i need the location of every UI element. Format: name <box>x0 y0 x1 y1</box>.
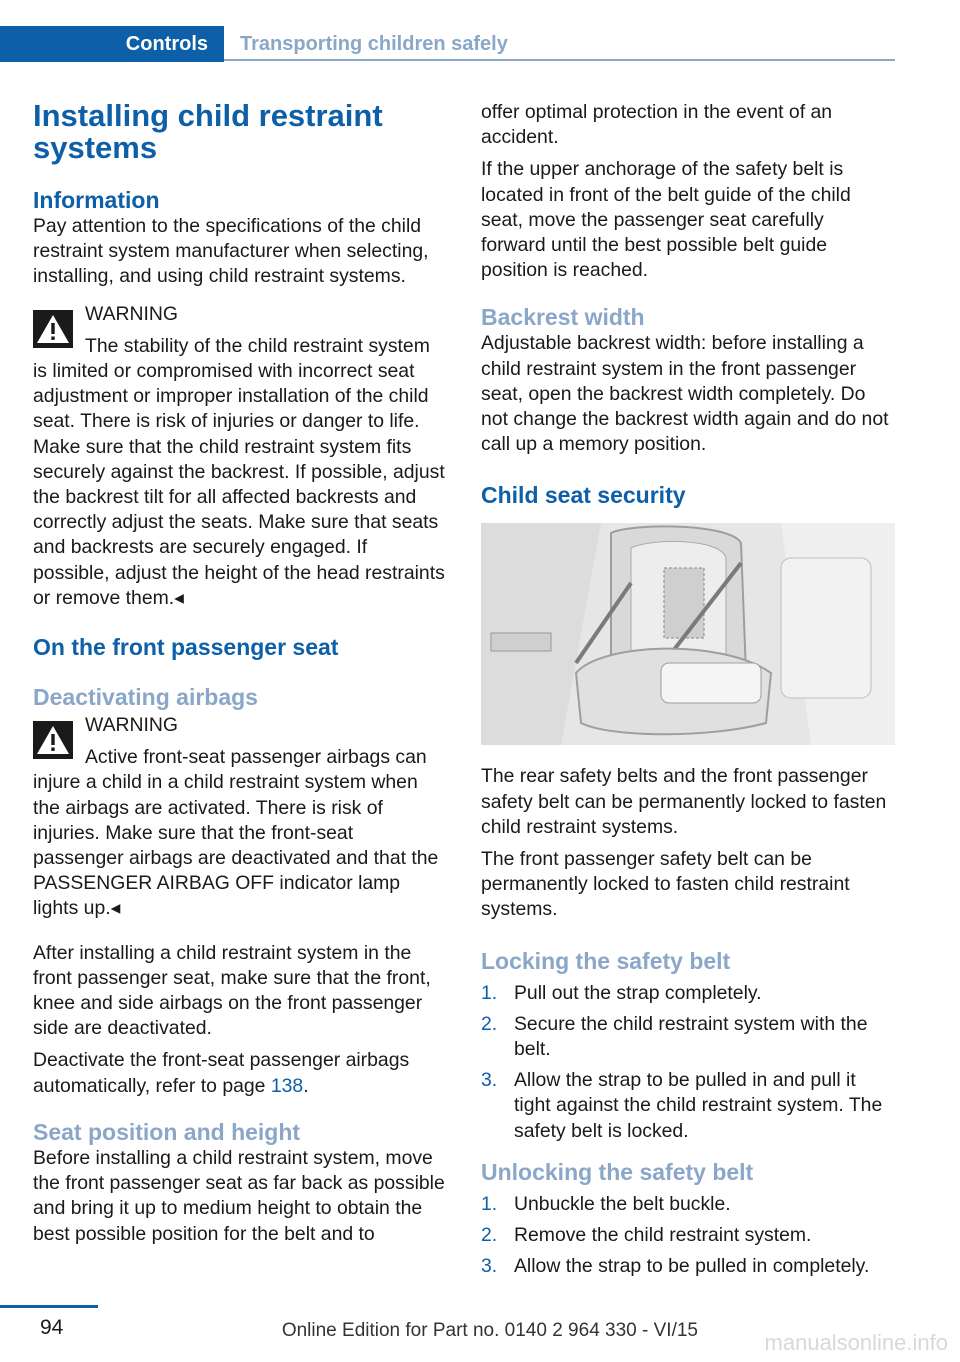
step-number: 2. <box>481 1012 498 1035</box>
page-number: 94 <box>40 1316 64 1339</box>
page-reference-link[interactable]: 138 <box>270 1074 304 1097</box>
list-item <box>481 1192 893 1217</box>
seat-position-heading: Seat position and height <box>33 1118 301 1145</box>
unlocking-heading: Unlocking the safety belt <box>481 1158 754 1185</box>
list-item <box>481 1254 893 1279</box>
page-header <box>0 26 895 62</box>
right-column <box>481 100 893 1285</box>
step-text: Allow the strap to be pulled in completely. <box>514 1255 870 1278</box>
header-divider <box>224 59 895 61</box>
warning-block-stability <box>33 302 445 611</box>
seat-position-text: Before installing a child restraint system, move the front passenger seat as far back as possible and bring it up to medium height to obtain the best possible position for the belt and to <box>33 1146 445 1245</box>
list-item <box>481 1068 893 1144</box>
warning-triangle-icon <box>33 721 73 759</box>
deactivate-text: Deactivate the front-seat passenger airbags automatically, refer to page <box>33 1049 410 1097</box>
warning-label: WARNING <box>85 302 178 325</box>
left-column <box>33 100 445 1247</box>
step-number: 2. <box>481 1224 498 1247</box>
child-seat-security-heading: Child seat security <box>481 482 686 509</box>
page-title: Installing child restraint systems <box>33 98 383 165</box>
step-number: 3. <box>481 1255 498 1278</box>
section-tab: Controls <box>0 26 224 62</box>
deactivate-end: . <box>303 1074 309 1097</box>
warning-triangle-icon <box>33 310 73 348</box>
list-item <box>481 1012 893 1062</box>
front-seat-heading: On the front passenger seat <box>33 634 339 661</box>
information-heading: Information <box>33 187 160 213</box>
step-text: Allow the strap to be pulled in and pull it tight against the child restraint system. The safety belt is locked. <box>514 1069 883 1142</box>
step-text: Pull out the strap completely. <box>514 981 762 1004</box>
anchorage-text: If the upper anchorage of the safety belt is located in front of the belt guide of the child seat, move the passenger seat carefully forward until the best possible belt guide position is reached. <box>481 158 851 282</box>
step-number: 1. <box>481 1192 498 1215</box>
warning-label: WARNING <box>85 714 178 737</box>
step-text: Secure the child restraint system with the belt. <box>514 1012 868 1061</box>
step-text: Unbuckle the belt buckle. <box>514 1192 731 1215</box>
list-item <box>481 981 893 1006</box>
step-number: 1. <box>481 981 498 1004</box>
continued-text: offer optimal protection in the event of an accident. <box>481 101 833 149</box>
locking-steps <box>481 981 893 1144</box>
airbags-heading: Deactivating airbags <box>33 684 258 711</box>
unlocking-steps <box>481 1192 893 1280</box>
child-seat-illustration <box>481 523 895 745</box>
deactivate-paragraph <box>33 1048 445 1098</box>
backrest-text: Adjustable backrest width: before installing a child restraint system in the front passenger seat, open the backrest width completely. Do not change the backrest width again and do not call up a memory position. <box>481 332 889 456</box>
footer-accent-bar <box>0 1305 98 1308</box>
step-number: 3. <box>481 1069 498 1092</box>
backrest-heading: Backrest width <box>481 304 645 331</box>
chapter-title: Transporting children safely <box>240 33 508 55</box>
front-belt-text: The front passenger safety belt can be permanently locked to fasten child restraint systems. <box>481 848 850 921</box>
edition-text: Online Edition for Part no. 0140 2 964 330 - VI/15 <box>281 1320 698 1341</box>
information-text: Pay attention to the specifications of the child restraint system manufacturer when selecting, installing, and using child restraint systems. <box>33 215 429 288</box>
site-watermark: manualsonline.info <box>764 1330 948 1355</box>
warning-text: The stability of the child restraint system is limited or compromised with incorrect seat adjustment or improper installation of the child seat. There is risk of injuries or danger to life. Make sure that the child restraint system fits securely against the backrest. If possible, adjust the backrest tilt for all affected backrests and correctly adjust the seats. Make sure that seats and backrests are securely engaged. If possible, adjust the height of the head restraints or remove them.◂ <box>33 334 445 609</box>
locking-heading: Locking the safety belt <box>481 947 731 974</box>
warning-block-airbags <box>33 713 445 922</box>
step-text: Remove the child restraint system. <box>514 1224 812 1247</box>
rear-belts-text: The rear safety belts and the front passenger safety belt can be permanently locked to fasten child restraint systems. <box>481 765 887 838</box>
after-install-text: After installing a child restraint system in the front passenger seat, make sure that the front, knee and side airbags on the front passenger side are deactivated. <box>33 941 431 1040</box>
warning-text: Active front-seat passenger airbags can injure a child in a child restraint system when the airbags are activated. There is risk of injuries. Make sure that the front-seat passenger airbags are deactivated and that the PASSENGER AIRBAG OFF indicator lamp lights up.◂ <box>33 746 439 920</box>
list-item <box>481 1223 893 1248</box>
